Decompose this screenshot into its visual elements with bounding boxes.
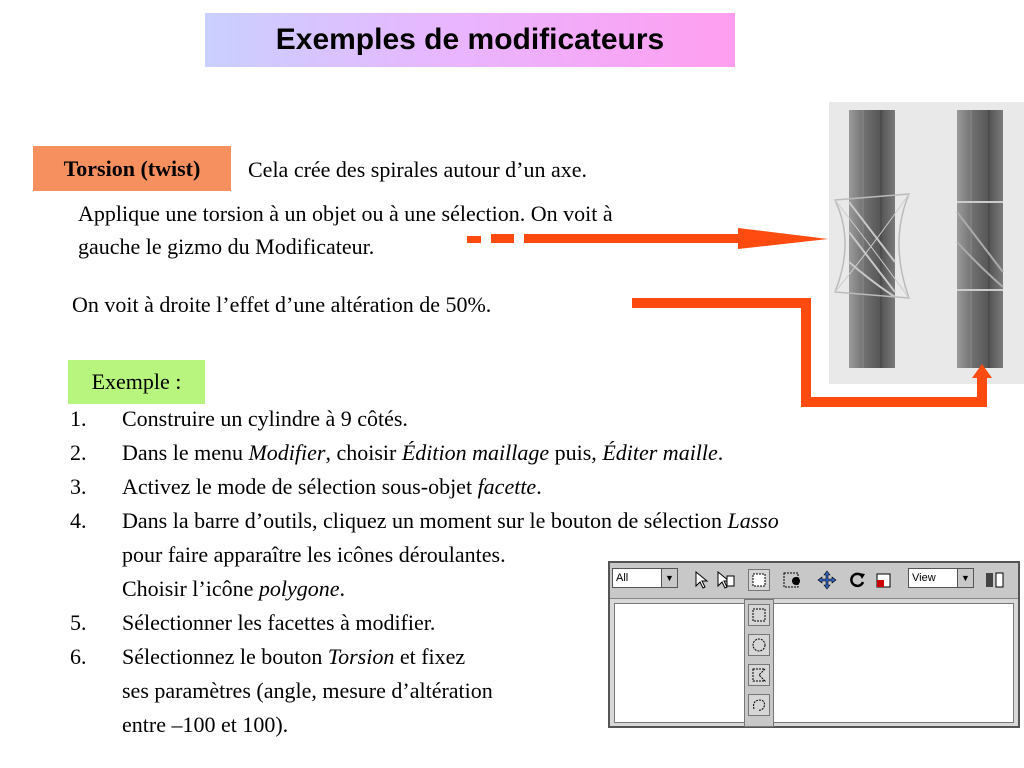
step-text-line2: ses paramètres (angle, mesure d’altération bbox=[122, 678, 493, 703]
page-title: Exemples de modificateurs bbox=[275, 23, 665, 56]
rect-select-icon[interactable] bbox=[748, 569, 770, 591]
step-item bbox=[70, 402, 990, 436]
mirror-icon[interactable] bbox=[984, 569, 1006, 591]
arrow-shaft bbox=[524, 234, 744, 243]
step-text-part: . bbox=[717, 440, 724, 465]
rotate-icon[interactable] bbox=[846, 569, 868, 591]
polygon-region-icon[interactable] bbox=[748, 664, 770, 686]
step-text-part: Sélectionnez le bouton bbox=[122, 644, 328, 669]
step-text-part: Dans le menu bbox=[122, 440, 249, 465]
step-text bbox=[122, 436, 990, 470]
step-text-part: . bbox=[339, 576, 346, 601]
torsion-effect: On voit à droite l’effet d’une altération de 50%. bbox=[72, 292, 492, 317]
mode-name-facette: facette bbox=[477, 474, 537, 499]
step-text-part: et fixez bbox=[394, 644, 466, 669]
reference-coord-value: View bbox=[912, 572, 936, 584]
chevron-down-icon: ▼ bbox=[957, 569, 973, 587]
dash-segment bbox=[467, 236, 481, 243]
step-text bbox=[122, 470, 990, 504]
selection-filter-value: All bbox=[616, 572, 629, 584]
move-icon[interactable] bbox=[816, 569, 838, 591]
step-text: Sélectionner les facettes à modifier. bbox=[122, 610, 436, 635]
step-text bbox=[122, 504, 990, 538]
step-text-part: , choisir bbox=[325, 440, 402, 465]
arrow-head-right bbox=[738, 228, 828, 249]
step-text-part: . bbox=[536, 474, 542, 499]
select-arrow-icon[interactable] bbox=[690, 569, 712, 591]
menu-name-editer-maille: Éditer maille bbox=[602, 440, 718, 465]
step-text-line3: entre –100 et 100). bbox=[122, 712, 289, 737]
step-text-part: Choisir l’icône bbox=[122, 576, 259, 601]
torsion-desc-line2: gauche le gizmo du Modificateur. bbox=[78, 234, 375, 259]
step-number: 2. bbox=[70, 440, 87, 465]
step-number: 6. bbox=[70, 644, 87, 669]
step-number: 4. bbox=[70, 508, 87, 533]
step-item bbox=[70, 470, 990, 504]
arrow-head-up bbox=[972, 364, 992, 378]
exemple-label: Exemple : bbox=[91, 369, 182, 394]
torsion-intro: Cela crée des spirales autour d’un axe. bbox=[248, 157, 588, 182]
step-text: Construire un cylindre à 9 côtés. bbox=[122, 406, 408, 431]
torsion-label: Torsion (twist) bbox=[63, 155, 201, 181]
rect-region-icon[interactable] bbox=[748, 604, 770, 626]
step-text-part: Activez le mode de sélection sous-objet bbox=[122, 474, 478, 499]
reference-coord-dropdown[interactable] bbox=[908, 568, 974, 588]
icon-name-polygone: polygone bbox=[258, 576, 340, 601]
button-name-torsion: Torsion bbox=[327, 644, 395, 669]
menu-name-modifier: Modifier bbox=[248, 440, 326, 465]
select-by-name-icon[interactable] bbox=[714, 569, 736, 591]
torsion-desc-line1: Applique une torsion à un objet ou à une sélection. On voit à bbox=[78, 201, 613, 226]
tool-name-lasso: Lasso bbox=[727, 508, 779, 533]
toolbar-screenshot bbox=[608, 561, 1020, 728]
selection-region-flyout bbox=[744, 599, 774, 727]
step-text-part: Dans la barre d’outils, cliquez un moment sur le bouton de sélection bbox=[122, 508, 728, 533]
menu-name-edition-maillage: Édition maillage bbox=[401, 440, 550, 465]
exemple-label-box bbox=[68, 360, 205, 404]
step-text-part: puis, bbox=[549, 440, 603, 465]
circle-select-icon[interactable] bbox=[782, 569, 804, 591]
chevron-down-icon: ▼ bbox=[661, 569, 677, 587]
viewport-area[interactable] bbox=[614, 603, 1014, 723]
selection-filter-dropdown[interactable] bbox=[612, 568, 678, 588]
circle-region-icon[interactable] bbox=[748, 634, 770, 656]
step-number: 1. bbox=[70, 406, 87, 431]
dash-segment bbox=[491, 234, 514, 243]
scale-icon[interactable] bbox=[872, 569, 894, 591]
step-item bbox=[70, 436, 990, 470]
bent-arrow bbox=[632, 303, 982, 402]
step-text-line2: pour faire apparaître les icônes déroulantes. bbox=[122, 542, 506, 567]
step-number: 3. bbox=[70, 474, 87, 499]
toolbar bbox=[610, 563, 1018, 599]
step-number: 5. bbox=[70, 610, 87, 635]
lasso-region-icon[interactable] bbox=[748, 694, 770, 716]
